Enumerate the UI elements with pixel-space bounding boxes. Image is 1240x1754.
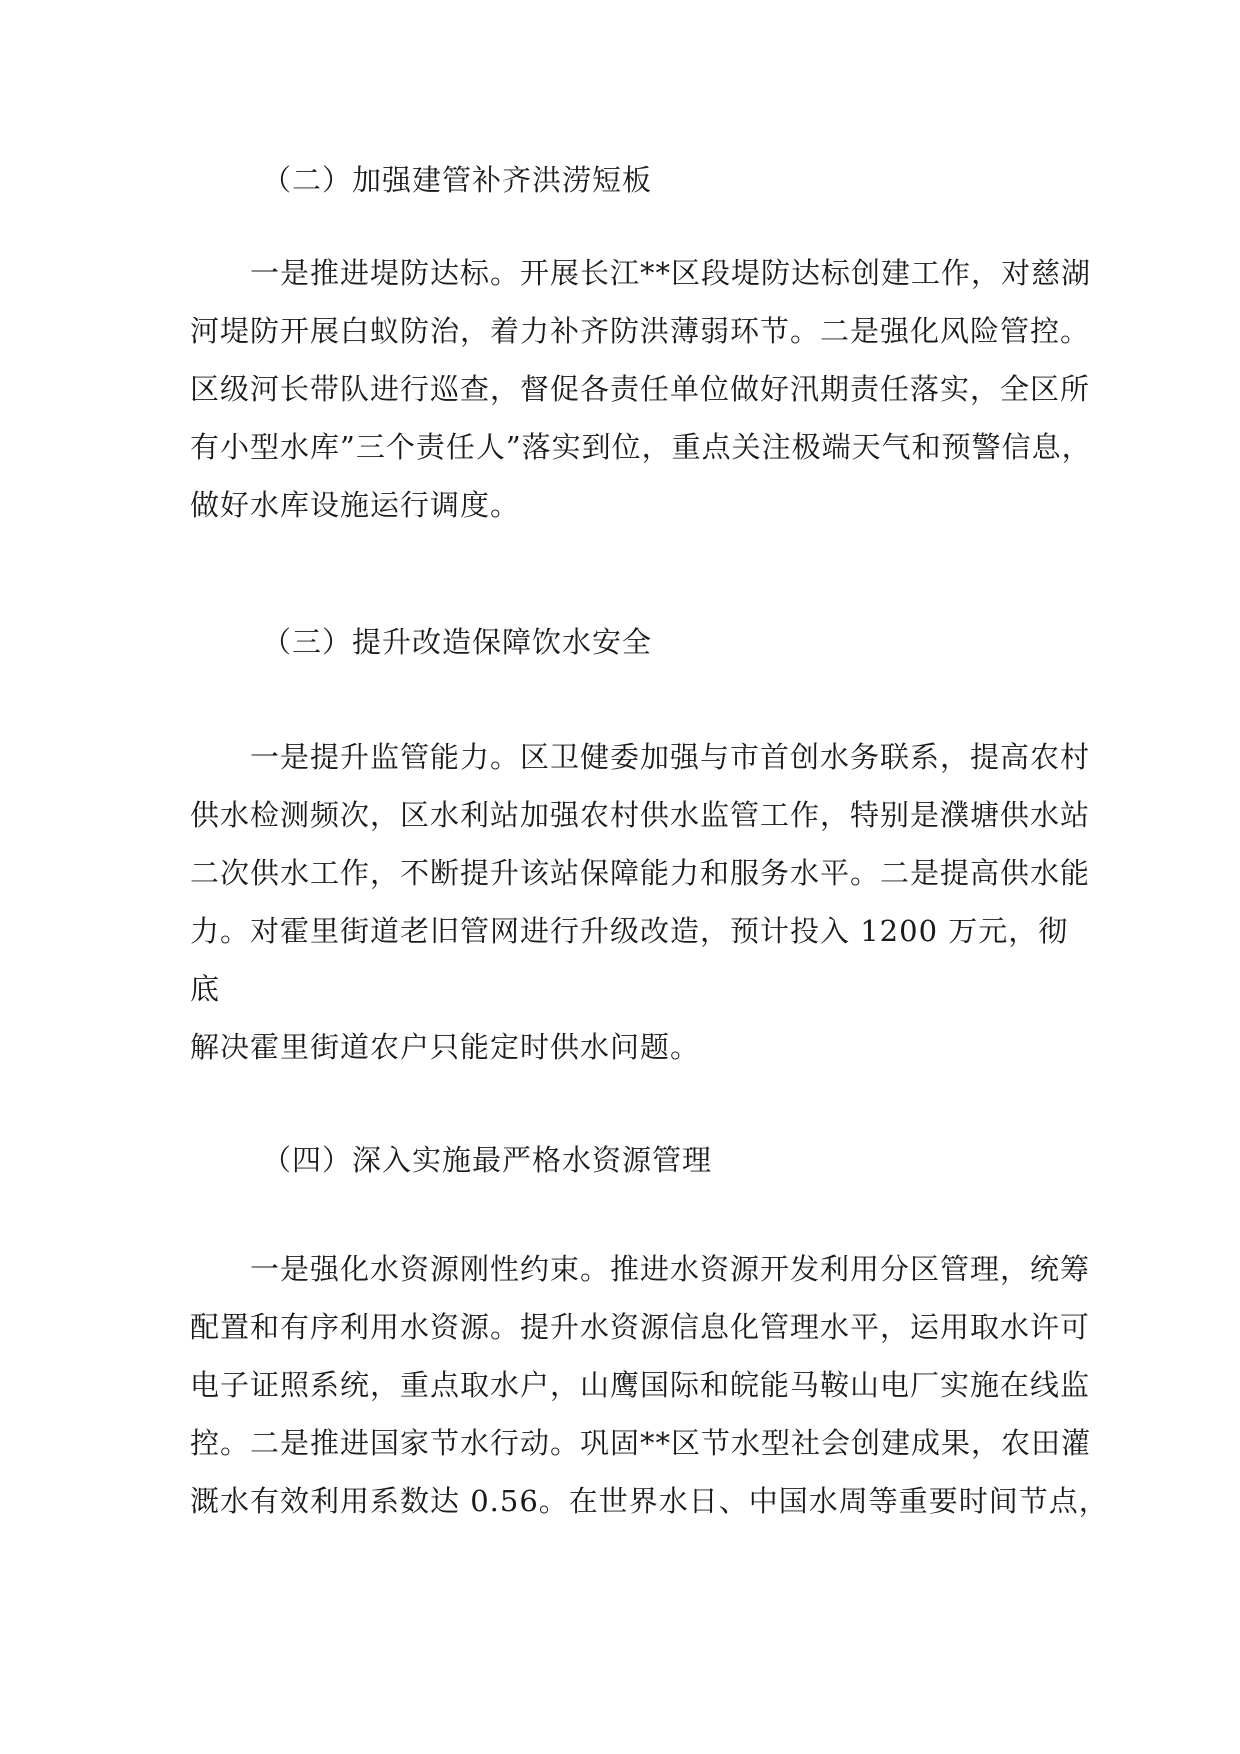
section-heading-4: （四）深入实施最严格水资源管理 xyxy=(262,1143,713,1177)
paragraph-line: 区级河长带队进行巡查，督促各责任单位做好汛期责任落实，全区所 xyxy=(190,372,1091,406)
paragraph-line: 一是推进堤防达标。开展长江**区段堤防达标创建工作，对慈湖 xyxy=(250,256,1092,290)
paragraph-line: 控。二是推进国家节水行动。巩固**区节水型社会创建成果，农田灌 xyxy=(190,1426,1092,1460)
paragraph-line: 一是提升监管能力。区卫健委加强与市首创水务联系，提高农村 xyxy=(250,740,1091,774)
paragraph-line: 溉水有效利用系数达 0.56。在世界水日、中国水周等重要时间节点， xyxy=(190,1484,1109,1518)
paragraph-line: 配置和有序利用水资源。提升水资源信息化管理水平，运用取水许可 xyxy=(190,1310,1091,1344)
section-paragraph-3 xyxy=(190,728,1091,1076)
paragraph-line: 力。对霍里街道老旧管网进行升级改造，预计投入 1200 万元，彻 xyxy=(190,914,1069,948)
paragraph-line: 做好水库设施运行调度。 xyxy=(190,488,521,522)
paragraph-line: 解决霍里街道农户只能定时供水问题。 xyxy=(190,1030,701,1064)
section-paragraph-4 xyxy=(190,1240,1109,1530)
paragraph-line: 供水检测频次，区水利站加强农村供水监管工作，特别是濮塘供水站 xyxy=(190,798,1091,832)
section-heading-3: （三）提升改造保障饮水安全 xyxy=(262,625,653,659)
paragraph-line: 一是强化水资源刚性约束。推进水资源开发利用分区管理，统筹 xyxy=(250,1252,1091,1286)
paragraph-line: 河堤防开展白蚁防治，着力补齐防洪薄弱环节。二是强化风险管控。 xyxy=(190,314,1091,348)
section-heading-2: （二）加强建管补齐洪涝短板 xyxy=(262,163,653,197)
paragraph-line: 有小型水库”三个责任人”落实到位，重点关注极端天气和预警信息， xyxy=(190,430,1092,464)
paragraph-line: 电子证照系统，重点取水户，山鹰国际和皖能马鞍山电厂实施在线监 xyxy=(190,1368,1091,1402)
section-paragraph-2 xyxy=(190,244,1092,534)
paragraph-line: 底 xyxy=(190,972,221,1006)
paragraph-line: 二次供水工作，不断提升该站保障能力和服务水平。二是提高供水能 xyxy=(190,856,1091,890)
